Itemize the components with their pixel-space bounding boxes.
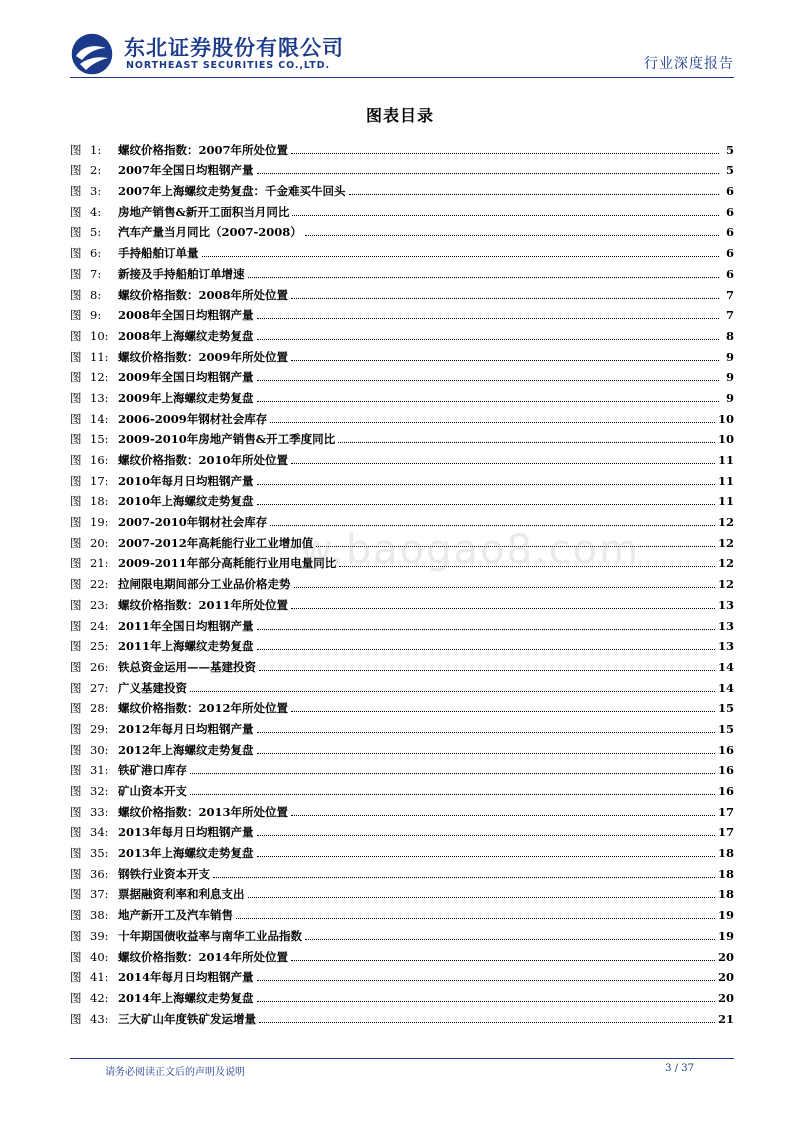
toc-title: 三大矿山年度铁矿发运增量 [118,1011,256,1026]
toc-title: 螺纹价格指数：2007年所处位置 [118,142,289,157]
toc-number: 18: [90,494,109,509]
toc-prefix: 图 [70,763,82,778]
toc-prefix: 图 [70,804,82,819]
toc-page-number: 9 [725,349,734,364]
toc-number: 16: [90,453,109,467]
toc-leader-dots [338,442,715,443]
toc-number: 4: [90,204,102,219]
toc-page-number: 5 [725,163,734,178]
toc-number: 5: [90,225,102,240]
toc-entry[interactable] [70,653,734,674]
toc-entry[interactable] [70,219,734,240]
toc-entry[interactable] [70,964,734,985]
toc-entry[interactable] [70,239,734,260]
toc-title: 螺纹价格指数：2012年所处位置 [118,701,289,716]
toc-title: 螺纹价格指数：2009年所处位置 [118,349,289,364]
toc-title: 票据融资利率和利息支出 [118,887,245,902]
toc-leader-dots [257,484,715,485]
toc-page-number: 15 [717,701,734,716]
toc-entry[interactable] [70,281,734,302]
toc-title: 房地产销售&新开工面积当月同比 [118,204,290,219]
toc-prefix: 图 [70,328,82,343]
toc-page-number: 6 [725,266,734,281]
toc-entry[interactable] [70,198,734,219]
toc-leader-dots [291,298,719,299]
toc-page-number: 11 [717,473,734,488]
toc-leader-dots [236,918,715,919]
toc-page-number: 20 [717,990,734,1005]
toc-leader-dots [248,277,720,278]
toc-title: 铁总资金运用——基建投资 [118,659,256,674]
toc-entry[interactable] [70,860,734,881]
toc-title: 汽车产量当月同比（2007-2008） [118,225,302,240]
toc-prefix: 图 [70,639,82,654]
toc-leader-dots [190,773,715,774]
toc-title: 螺纹价格指数：2008年所处位置 [118,287,289,302]
toc-page-number: 8 [725,328,734,343]
page-title: 图表目录 [365,106,434,125]
toc-entry[interactable] [70,715,734,736]
toc-page-number: 12 [717,577,734,592]
toc-leader-dots [248,897,715,898]
toc-prefix: 图 [70,473,82,488]
toc-prefix: 图 [70,556,82,571]
toc-prefix: 图 [70,370,82,385]
toc-number: 43: [90,1011,109,1026]
toc-title: 2009-2011年部分高耗能行业用电量同比 [118,556,337,571]
toc-title: 2011年全国日均粗钢产量 [118,618,254,633]
toc-number: 33: [90,804,109,819]
toc-prefix: 图 [70,390,82,405]
toc-number: 34: [90,825,109,840]
toc-entry[interactable] [70,612,734,633]
toc-title: 2006-2009年钢材社会库存 [118,411,268,426]
toc-title: 2008年上海螺纹走势复盘 [118,328,254,343]
company-name-en: NORTHEAST SECURITIES CO.,LTD. [126,60,330,71]
toc-title: 2008年全国日均粗钢产量 [118,308,254,323]
company-name-cn: 东北证券股份有限公司 [124,36,344,60]
toc-page-number: 6 [725,184,734,199]
toc-number: 2: [90,163,102,178]
toc-entry[interactable] [70,508,734,529]
toc-prefix: 图 [70,887,82,902]
toc-entry[interactable] [70,984,734,1005]
watermark: w.baogao8.com [300,527,641,573]
toc-page-number: 12 [717,535,734,550]
toc-number: 11: [90,349,109,364]
toc-entry[interactable] [70,798,734,819]
toc-leader-dots [291,153,719,154]
toc-entry[interactable] [70,384,734,405]
report-type-label: 行业深度报告 [644,56,734,72]
toc-title: 2011年上海螺纹走势复盘 [118,639,254,654]
toc-title: 地产新开工及汽车销售 [118,908,233,923]
toc-page-number: 7 [725,308,734,323]
toc-number: 19: [90,515,109,530]
toc-leader-dots [305,939,715,940]
toc-number: 9: [90,308,102,323]
toc-title: 2014年上海螺纹走势复盘 [118,990,254,1005]
toc-number: 13: [90,390,109,405]
toc-entry[interactable] [70,736,734,757]
toc-page-number: 19 [717,928,734,943]
toc-page-number: 18 [717,846,734,861]
toc-number: 20: [90,535,109,550]
toc-page-number: 18 [717,887,734,902]
toc-prefix: 图 [70,597,82,612]
toc-entry[interactable] [70,302,734,323]
toc-page-number: 20 [717,970,734,985]
toc-entry[interactable] [70,922,734,943]
toc-entry[interactable] [70,157,734,178]
toc-title: 2012年上海螺纹走势复盘 [118,742,254,757]
toc-number: 12: [90,370,109,385]
toc-prefix: 图 [70,432,82,447]
toc-entry[interactable] [70,260,734,281]
toc-prefix: 图 [70,680,82,695]
toc-title: 广义基建投资 [118,680,187,695]
toc-number: 22: [90,577,109,592]
toc-prefix: 图 [70,411,82,426]
toc-page-number: 14 [717,659,734,674]
toc-page-number: 16 [717,763,734,778]
toc-prefix: 图 [70,142,82,157]
toc-prefix: 图 [70,515,82,530]
header-divider [70,77,734,78]
toc-entry[interactable] [70,591,734,612]
toc-prefix: 图 [70,535,82,550]
toc-number: 38: [90,908,109,923]
toc-leader-dots [291,711,715,712]
toc-prefix: 图 [70,163,82,178]
toc-prefix: 图 [70,742,82,757]
toc-number: 26: [90,659,109,674]
toc-entry[interactable] [70,819,734,840]
toc-page-number: 9 [725,370,734,385]
footer-disclaimer: 请务必阅读正文后的声明及说明 [105,1067,245,1078]
toc-number: 25: [90,639,109,654]
toc-page-number: 7 [725,287,734,302]
toc-number: 15: [90,432,109,447]
toc-entry[interactable] [70,136,734,157]
toc-leader-dots [291,960,715,961]
toc-entry[interactable] [70,1005,734,1026]
toc-entry[interactable] [70,343,734,364]
toc-prefix: 图 [70,784,82,798]
toc-entry[interactable] [70,777,734,798]
toc-number: 32: [90,784,109,798]
page-header [70,30,734,76]
toc-page-number: 6 [725,225,734,240]
toc-number: 17: [90,473,109,488]
toc-leader-dots [257,401,719,402]
toc-entry[interactable] [70,364,734,385]
toc-page-number: 15 [717,721,734,736]
toc-page-number: 11 [717,494,734,509]
toc-leader-dots [202,256,720,257]
toc-number: 42: [90,990,109,1005]
toc-prefix: 图 [70,225,82,240]
toc-number: 3: [90,184,102,199]
toc-leader-dots [259,1022,715,1023]
toc-leader-dots [270,525,715,526]
toc-entry[interactable] [70,674,734,695]
toc-entry[interactable] [70,467,734,488]
toc-leader-dots [257,1001,715,1002]
toc-title: 2007年上海螺纹走势复盘：千金难买牛回头 [118,184,346,199]
footer-divider [70,1058,734,1059]
toc-prefix: 图 [70,618,82,633]
toc-title: 2007年全国日均粗钢产量 [118,163,254,178]
toc-leader-dots [257,173,719,174]
toc-page-number: 19 [717,908,734,923]
toc-page-number: 20 [717,949,734,964]
toc-page-number: 5 [725,142,734,157]
toc-title: 2010年每月日均粗钢产量 [118,473,254,488]
toc-title: 十年期国债收益率与南华工业品指数 [118,928,302,943]
toc-page-number: 14 [717,680,734,695]
toc-title: 螺纹价格指数：2014年所处位置 [118,949,289,964]
toc-leader-dots [257,732,715,733]
toc-page-number: 10 [717,411,734,426]
toc-page-number: 17 [717,825,734,840]
toc-entry[interactable] [70,405,734,426]
toc-number: 1: [90,142,102,157]
toc-prefix: 图 [70,721,82,736]
toc-number: 31: [90,763,109,778]
toc-leader-dots [291,608,715,609]
toc-number: 23: [90,597,109,612]
toc-title: 2007-2012年高耗能行业工业增加值 [118,535,314,550]
toc-leader-dots [291,360,719,361]
toc-title: 2007-2010年钢材社会库存 [118,515,268,530]
toc-page-number: 12 [717,515,734,530]
toc-leader-dots [305,235,719,236]
toc-prefix: 图 [70,204,82,219]
toc-entry[interactable] [70,757,734,778]
toc-page-number: 17 [717,804,734,819]
toc-title: 2009年上海螺纹走势复盘 [118,390,254,405]
toc-leader-dots [257,856,715,857]
toc-number: 40: [90,949,109,964]
toc-entry[interactable] [70,695,734,716]
page-number: 3 / 37 [665,1063,694,1074]
toc-leader-dots [270,422,715,423]
toc-leader-dots [257,629,715,630]
toc-number: 35: [90,846,109,861]
toc-prefix: 图 [70,990,82,1005]
toc-title: 新接及手持船舶订单增速 [118,266,245,281]
toc-leader-dots [291,815,715,816]
toc-number: 10: [90,328,109,343]
toc-number: 27: [90,680,109,695]
toc-title: 铁矿港口库存 [118,763,187,778]
table-of-figures [70,136,734,1026]
toc-prefix: 图 [70,659,82,674]
company-logo-icon [70,32,114,76]
toc-leader-dots [190,794,715,795]
toc-prefix: 图 [70,949,82,964]
toc-number: 29: [90,721,109,736]
toc-prefix: 图 [70,908,82,923]
toc-title: 2012年每月日均粗钢产量 [118,721,254,736]
toc-number: 6: [90,246,102,261]
toc-number: 21: [90,556,109,571]
toc-leader-dots [257,380,719,381]
toc-title: 2010年上海螺纹走势复盘 [118,494,254,509]
toc-title: 2013年每月日均粗钢产量 [118,825,254,840]
toc-prefix: 图 [70,246,82,261]
toc-entry[interactable] [70,633,734,654]
toc-leader-dots [257,753,715,754]
toc-page-number: 21 [717,1011,734,1026]
toc-page-number: 13 [717,618,734,633]
toc-page-number: 6 [725,246,734,261]
toc-page-number: 10 [717,432,734,447]
toc-leader-dots [292,215,719,216]
toc-prefix: 图 [70,866,82,881]
toc-title: 螺纹价格指数：2013年所处位置 [118,804,289,819]
toc-entry[interactable] [70,881,734,902]
toc-number: 7: [90,266,102,281]
toc-title: 2009年全国日均粗钢产量 [118,370,254,385]
toc-prefix: 图 [70,308,82,323]
toc-leader-dots [190,691,715,692]
toc-number: 14: [90,411,109,426]
toc-prefix: 图 [70,701,82,716]
toc-leader-dots [259,670,715,671]
toc-leader-dots [349,194,719,195]
toc-page-number: 13 [717,597,734,612]
toc-prefix: 图 [70,1011,82,1026]
toc-entry[interactable] [70,426,734,447]
toc-title: 2013年上海螺纹走势复盘 [118,846,254,861]
toc-number: 39: [90,928,109,943]
toc-entry[interactable] [70,570,734,591]
toc-page-number: 13 [717,639,734,654]
toc-entry[interactable] [70,177,734,198]
toc-title: 手持船舶订单量 [118,246,199,261]
toc-prefix: 图 [70,970,82,985]
toc-title: 螺纹价格指数：2011年所处位置 [118,597,289,612]
toc-number: 37: [90,887,109,902]
toc-title: 钢铁行业资本开支 [118,866,210,881]
toc-entry[interactable] [70,901,734,922]
toc-prefix: 图 [70,928,82,943]
toc-title: 2009-2010年房地产销售&开工季度同比 [118,432,336,447]
toc-page-number: 9 [725,390,734,405]
toc-prefix: 图 [70,287,82,302]
toc-prefix: 图 [70,184,82,199]
toc-page-number: 16 [717,742,734,757]
toc-entry[interactable] [70,943,734,964]
toc-page-number: 11 [717,453,734,467]
toc-number: 41: [90,970,109,985]
toc-number: 28: [90,701,109,716]
toc-prefix: 图 [70,825,82,840]
toc-entry[interactable] [70,322,734,343]
toc-title: 2014年每月日均粗钢产量 [118,970,254,985]
toc-leader-dots [294,587,715,588]
toc-leader-dots [257,980,715,981]
toc-leader-dots [257,649,715,650]
toc-page-number: 16 [717,784,734,798]
toc-leader-dots [213,877,715,878]
toc-entry[interactable] [70,446,734,467]
toc-prefix: 图 [70,453,82,467]
toc-prefix: 图 [70,266,82,281]
toc-number: 8: [90,287,102,302]
toc-leader-dots [257,318,719,319]
toc-page-number: 6 [725,204,734,219]
toc-page-number: 18 [717,866,734,881]
toc-number: 36: [90,866,109,881]
toc-number: 30: [90,742,109,757]
toc-title: 螺纹价格指数：2010年所处位置 [118,453,289,467]
toc-prefix: 图 [70,494,82,509]
toc-leader-dots [257,504,715,505]
toc-entry[interactable] [70,839,734,860]
toc-leader-dots [291,463,715,464]
toc-title: 矿山资本开支 [118,784,187,798]
toc-page-number: 12 [717,556,734,571]
toc-entry[interactable] [70,488,734,509]
toc-number: 24: [90,618,109,633]
toc-prefix: 图 [70,577,82,592]
toc-leader-dots [257,339,719,340]
toc-prefix: 图 [70,349,82,364]
toc-leader-dots [257,835,715,836]
toc-prefix: 图 [70,846,82,861]
toc-title: 拉闸限电期间部分工业品价格走势 [118,577,291,592]
